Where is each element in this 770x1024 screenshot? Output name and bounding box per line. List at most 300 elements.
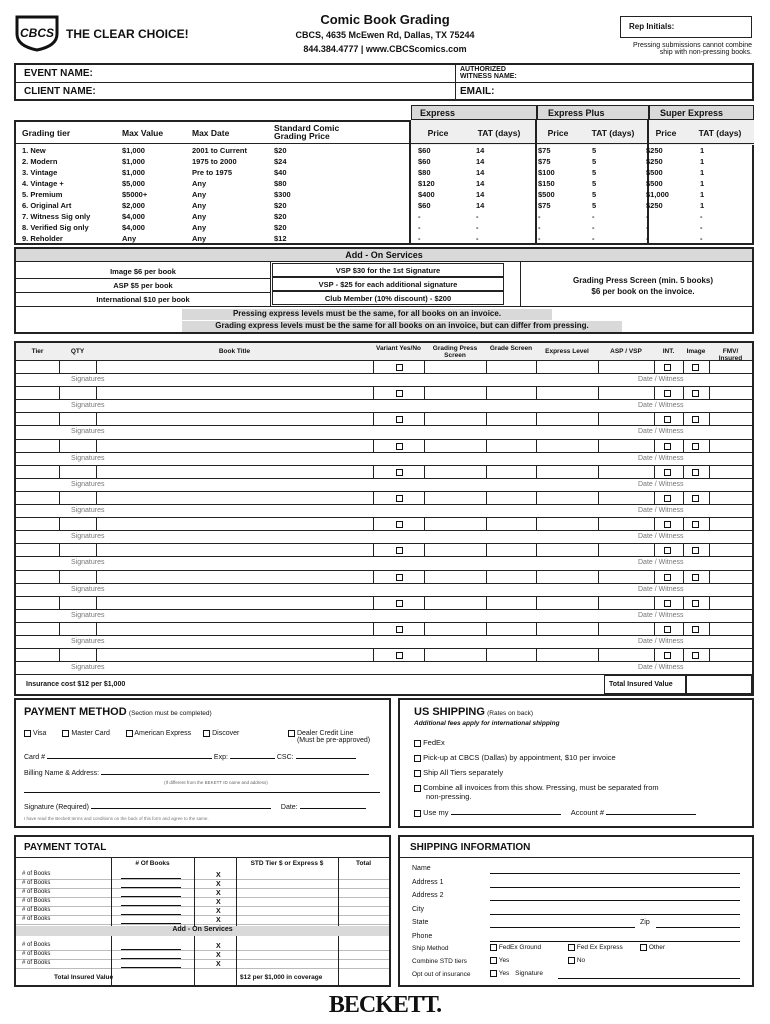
tier-col-header: Max Date xyxy=(192,128,230,138)
billing-hint: (If different from the BEKETT ID name and address) xyxy=(164,780,268,785)
signatures-label: Signatures xyxy=(71,454,105,462)
date-witness-label: Date / Witness xyxy=(638,585,684,593)
pickup-checkbox[interactable] xyxy=(414,755,421,762)
card-number-input[interactable] xyxy=(47,758,212,759)
tier-cell: $20 xyxy=(274,223,287,232)
pt-row[interactable] xyxy=(16,950,389,951)
image-checkbox[interactable] xyxy=(692,547,699,554)
tier-cell: $1,000 xyxy=(122,168,145,177)
signature-label: Signature (Required) xyxy=(24,804,89,811)
opt-out-signature-input[interactable] xyxy=(558,978,740,979)
exp-label: Exp: xyxy=(213,754,228,761)
variant-checkbox[interactable] xyxy=(396,364,403,371)
pt-row-label: # of Books xyxy=(22,960,51,966)
date-witness-label: Date / Witness xyxy=(638,507,684,514)
tier-cell: - xyxy=(538,223,541,232)
tier-cell: $60 xyxy=(418,157,431,166)
variant-checkbox[interactable] xyxy=(396,652,403,659)
date-witness-label: Date / Witness xyxy=(638,428,684,436)
date-witness-label: Date / Witness xyxy=(638,559,684,567)
billing-input[interactable] xyxy=(101,774,369,775)
payment-method-subtitle: (Section must be completed) xyxy=(128,710,212,717)
image-checkbox[interactable] xyxy=(692,390,699,397)
tier-cell: - xyxy=(700,223,703,232)
signatures-label: Signatures xyxy=(71,480,105,488)
rep-initials-field[interactable] xyxy=(620,16,752,38)
image-checkbox[interactable] xyxy=(692,469,699,476)
page-title: Comic Book Grading xyxy=(320,12,450,27)
tier-cell: 2. Modern xyxy=(22,157,58,166)
book-col-header: INT. xyxy=(662,348,675,355)
tier-cell: - xyxy=(418,234,421,243)
book-row[interactable] xyxy=(16,466,752,479)
multiply-sign: X xyxy=(216,961,221,968)
tier-cell: - xyxy=(700,234,703,243)
option-label: non-pressing. xyxy=(426,792,472,801)
signature-input[interactable] xyxy=(91,808,271,809)
tier-cell: - xyxy=(646,212,649,221)
shipping-info-title: SHIPPING INFORMATION xyxy=(410,842,531,853)
ship-method-checkbox[interactable] xyxy=(640,944,647,951)
pt-row-label: # of Books xyxy=(22,951,51,957)
image-checkbox[interactable] xyxy=(692,626,699,633)
tier-cell: 1 xyxy=(700,190,705,199)
tier-cell: 4. Vintage + xyxy=(22,179,64,188)
shipping-field-label: Name xyxy=(412,865,431,872)
tier-cell: $60 xyxy=(418,146,431,155)
cbcs-logo xyxy=(14,14,60,52)
tier-cell: $12 xyxy=(274,234,287,243)
tier-cell: Any xyxy=(192,223,207,232)
event-name-label: EVENT NAME: xyxy=(24,68,93,79)
signatures-label: Signatures xyxy=(71,507,105,514)
option-label: Master Card xyxy=(71,730,110,738)
signatures-label: Signatures xyxy=(71,585,105,593)
ship-method-checkbox[interactable] xyxy=(490,944,497,951)
zip-input[interactable] xyxy=(656,927,740,928)
addon-item: VSP - $25 for each additional signature xyxy=(272,277,504,291)
tier-cell: 14 xyxy=(476,201,485,210)
ship-separately-option[interactable] xyxy=(414,765,738,780)
book-row[interactable] xyxy=(16,440,752,453)
tier-cell: - xyxy=(592,223,595,232)
shipping-field-label: Address 2 xyxy=(412,892,444,899)
date-witness-label: Date / Witness xyxy=(638,611,684,619)
total-insured-input[interactable] xyxy=(686,675,752,694)
mastercard-checkbox[interactable] xyxy=(62,730,69,737)
image-checkbox[interactable] xyxy=(692,443,699,450)
tier-cell: 7. Witness Sig only xyxy=(22,212,91,221)
book-row[interactable] xyxy=(16,544,752,557)
dealer-credit-option[interactable] xyxy=(288,730,370,744)
tier-cell: - xyxy=(538,234,541,243)
yes-checkbox[interactable] xyxy=(490,957,497,964)
book-row[interactable] xyxy=(16,387,752,400)
addon-item: Image $6 per book xyxy=(16,265,270,279)
date-input[interactable] xyxy=(300,808,366,809)
book-row[interactable] xyxy=(16,571,752,584)
pt-row[interactable] xyxy=(16,959,389,960)
int-checkbox[interactable] xyxy=(664,547,671,554)
ship-method-option[interactable] xyxy=(568,944,623,951)
tier-cell: $4,000 xyxy=(122,212,145,221)
combine-checkbox[interactable] xyxy=(414,785,421,792)
option-label: Yes xyxy=(498,970,510,978)
multiply-sign: X xyxy=(216,952,221,959)
total-insured-label: Total Insured Value xyxy=(604,675,686,694)
us-shipping-title: US SHIPPING xyxy=(414,706,485,718)
logo-text: CBCS xyxy=(20,26,55,40)
image-checkbox[interactable] xyxy=(692,495,699,502)
insurance-cost: Insurance cost $12 per $1,000 xyxy=(26,681,126,688)
shipping-field-input[interactable] xyxy=(490,927,635,928)
int-checkbox[interactable] xyxy=(664,600,671,607)
addon-item: ASP $5 per book xyxy=(16,279,270,293)
payment-total-title: PAYMENT TOTAL xyxy=(24,842,107,853)
terms-note: I have read the Beckett terms and conditions on the back of this form and agree to the same. xyxy=(24,816,209,821)
image-checkbox[interactable] xyxy=(692,364,699,371)
tier-cell: - xyxy=(418,212,421,221)
option-label: FedEx xyxy=(423,738,445,747)
tier-cell: 14 xyxy=(476,190,485,199)
pressing-note: ship with non-pressing books. xyxy=(659,49,752,56)
us-shipping-subtitle: (Rates on back) xyxy=(487,710,534,717)
tier-cell: Pre to 1975 xyxy=(192,168,233,177)
tier-cell: 14 xyxy=(476,157,485,166)
pt-row[interactable] xyxy=(16,879,389,880)
shipping-field-input[interactable] xyxy=(490,900,740,901)
book-row[interactable] xyxy=(16,597,752,610)
use-my-label: Use my xyxy=(423,808,449,817)
tier-cell: $400 xyxy=(418,190,435,199)
tier-cell: $250 xyxy=(646,157,663,166)
variant-checkbox[interactable] xyxy=(396,390,403,397)
book-row[interactable] xyxy=(16,649,752,662)
tier-col-header: Price xyxy=(547,128,569,138)
tier-cell: 5 xyxy=(592,190,597,199)
contact: 844.384.4777 | www.CBCScomics.com xyxy=(303,44,467,54)
variant-checkbox[interactable] xyxy=(396,443,403,450)
tier-cell: 1975 to 2000 xyxy=(192,157,237,166)
combine-yes[interactable] xyxy=(490,957,509,964)
book-col-header: QTY xyxy=(70,348,85,355)
express-group: Express xyxy=(411,105,537,120)
tagline: THE CLEAR CHOICE! xyxy=(66,27,189,41)
tier-cell: Any xyxy=(192,212,207,221)
book-col-header: Grading Press Screen xyxy=(432,345,478,359)
tier-cell: 5 xyxy=(592,146,597,155)
shipping-field-input[interactable] xyxy=(490,941,740,942)
tier-col-header: TAT (days) xyxy=(698,128,742,138)
shipping-field-label: City xyxy=(412,905,425,913)
book-col-header: Express Level xyxy=(545,348,589,355)
date-witness-label: Date / Witness xyxy=(638,376,684,383)
combine-no[interactable] xyxy=(568,957,585,964)
tier-cell: $1,000 xyxy=(646,190,669,199)
variant-checkbox[interactable] xyxy=(396,521,403,528)
date-witness-label: Date / Witness xyxy=(638,664,684,672)
fedex-checkbox[interactable] xyxy=(414,740,421,747)
tier-cell: 3. Vintage xyxy=(22,168,58,177)
book-col-header: ASP / VSP xyxy=(610,348,642,355)
tier-cell: Any xyxy=(122,234,137,243)
account-label: Account # xyxy=(570,808,605,817)
tier-col-header: Price xyxy=(427,128,449,138)
discover-option[interactable] xyxy=(203,730,239,737)
account-input[interactable] xyxy=(606,814,696,815)
csc-label: CSC: xyxy=(276,754,294,761)
zip-label: Zip xyxy=(640,919,650,926)
tier-cell: $120 xyxy=(418,179,435,188)
tier-cell: - xyxy=(476,223,479,232)
option-label: Ship All Tiers separately xyxy=(423,768,504,777)
ship-method-option[interactable] xyxy=(640,944,665,951)
payment-method-section xyxy=(14,698,391,828)
dealer-credit-note: (Must be pre-approved) xyxy=(296,737,371,744)
beckett-logo: BECKETT. xyxy=(328,992,442,1018)
image-checkbox[interactable] xyxy=(692,600,699,607)
shipping-field-input[interactable] xyxy=(490,887,740,888)
tier-cell: $500 xyxy=(646,168,663,177)
tier-col-header: Max Value xyxy=(122,128,164,138)
image-checkbox[interactable] xyxy=(692,521,699,528)
book-row[interactable] xyxy=(16,623,752,636)
tier-cell: - xyxy=(646,234,649,243)
tier-col-header: Grading tier xyxy=(22,128,71,138)
image-checkbox[interactable] xyxy=(692,652,699,659)
variant-checkbox[interactable] xyxy=(396,495,403,502)
tier-cell: Any xyxy=(192,201,207,210)
exp-input[interactable] xyxy=(230,758,275,759)
payment-total-section xyxy=(14,835,391,987)
carrier-input[interactable] xyxy=(451,814,561,815)
express-plus-group: Express Plus xyxy=(537,105,649,120)
pt-total-insured: Total Insured Value xyxy=(54,974,114,981)
multiply-sign: X xyxy=(216,943,221,950)
use-my-checkbox[interactable] xyxy=(414,810,421,817)
tier-cell: 5 xyxy=(592,201,597,210)
int-checkbox[interactable] xyxy=(664,443,671,450)
multiply-sign: X xyxy=(216,881,221,888)
addon-title: Add - On Services xyxy=(16,249,752,262)
signatures-label: Signatures xyxy=(71,402,105,410)
tier-cell: $75 xyxy=(538,157,551,166)
opt-out-checkbox[interactable] xyxy=(490,970,497,977)
client-name-field[interactable] xyxy=(16,83,456,99)
international-note: Additional fees apply for international shipping xyxy=(414,720,560,727)
billing-label: Billing Name & Address: xyxy=(24,770,100,777)
opt-out-yes[interactable] xyxy=(490,970,543,977)
tier-cell: 5. Premium xyxy=(22,190,63,199)
tier-cell: 5 xyxy=(592,168,597,177)
event-name-field[interactable] xyxy=(16,65,456,83)
int-checkbox[interactable] xyxy=(664,390,671,397)
signatures-label: Signatures xyxy=(71,533,105,541)
tier-cell: $250 xyxy=(646,146,663,155)
int-checkbox[interactable] xyxy=(664,495,671,502)
date-witness-label: Date / Witness xyxy=(638,402,684,410)
pressing-rule: Pressing express levels must be the same, for all books on an invoice. xyxy=(182,309,552,320)
tier-cell: Any xyxy=(192,190,207,199)
pt-col-header: # Of Books xyxy=(135,860,170,867)
no-checkbox[interactable] xyxy=(568,957,575,964)
date-witness-label: Date / Witness xyxy=(638,533,684,541)
amex-option[interactable] xyxy=(126,730,191,737)
pt-row[interactable] xyxy=(16,897,389,898)
tier-cell: 5 xyxy=(592,157,597,166)
tier-cell: $300 xyxy=(274,190,291,199)
variant-checkbox[interactable] xyxy=(396,626,403,633)
tier-cell: - xyxy=(418,223,421,232)
book-row[interactable] xyxy=(16,518,752,531)
super-express-group: Super Express xyxy=(649,105,754,120)
tier-cell: $40 xyxy=(274,168,287,177)
variant-checkbox[interactable] xyxy=(396,416,403,423)
tier-cell: 6. Original Art xyxy=(22,201,72,210)
multiply-sign: X xyxy=(216,890,221,897)
book-row[interactable] xyxy=(16,492,752,505)
int-checkbox[interactable] xyxy=(664,416,671,423)
authorized-label: WITNESS NAME: xyxy=(460,73,517,80)
combine-option[interactable] xyxy=(414,783,738,801)
tier-cell: 2001 to Current xyxy=(192,146,248,155)
amex-checkbox[interactable] xyxy=(126,730,133,737)
client-name-label: CLIENT NAME: xyxy=(24,86,96,97)
us-shipping-section xyxy=(398,698,754,828)
tier-cell: $60 xyxy=(418,201,431,210)
book-row[interactable] xyxy=(16,413,752,426)
multiply-sign: X xyxy=(216,917,221,924)
tier-cell: $2,000 xyxy=(122,201,145,210)
tier-cell: $1,000 xyxy=(122,146,145,155)
tier-cell: Any xyxy=(192,234,207,243)
ship-separately-checkbox[interactable] xyxy=(414,770,421,777)
shipping-info-section xyxy=(398,835,754,987)
pt-row-label: # of Books xyxy=(22,907,51,913)
discover-checkbox[interactable] xyxy=(203,730,210,737)
option-label: FedEx Ground xyxy=(498,944,542,952)
variant-checkbox[interactable] xyxy=(396,469,403,476)
shipping-field-input[interactable] xyxy=(490,914,740,915)
option-label: Fed Ex Express xyxy=(576,944,623,952)
card-label: Card # xyxy=(24,754,46,761)
tier-cell: - xyxy=(476,212,479,221)
pt-row[interactable] xyxy=(16,915,389,916)
book-entry-table xyxy=(14,341,754,696)
tier-col-header: TAT (days) xyxy=(591,128,635,138)
tier-col-header: TAT (days) xyxy=(477,128,521,138)
shipping-field-label: Address 1 xyxy=(412,878,444,886)
book-col-header: Variant Yes/No xyxy=(375,345,422,352)
int-checkbox[interactable] xyxy=(664,626,671,633)
tier-cell: $1,000 xyxy=(122,157,145,166)
int-checkbox[interactable] xyxy=(664,469,671,476)
tier-cell: - xyxy=(538,212,541,221)
tier-cell: $100 xyxy=(538,168,555,177)
book-col-header: Tier xyxy=(31,348,44,355)
email-field[interactable] xyxy=(456,83,752,99)
pickup-option[interactable] xyxy=(414,750,738,765)
tier-cell: $75 xyxy=(538,146,551,155)
addon-item: VSP $30 for the 1st Signature xyxy=(272,263,504,277)
tier-cell: $500 xyxy=(646,179,663,188)
opt-out-label: Opt out of insurance xyxy=(412,971,471,978)
date-witness-label: Date / Witness xyxy=(638,638,684,645)
pt-row[interactable] xyxy=(16,888,389,889)
use-my-account-option[interactable] xyxy=(414,805,738,820)
tier-cell: $4,000 xyxy=(122,223,145,232)
addon-item: International $10 per book xyxy=(96,295,190,304)
signatures-label: Signatures xyxy=(71,376,105,383)
variant-checkbox[interactable] xyxy=(396,574,403,581)
multiply-sign: X xyxy=(216,899,221,906)
pt-row-label: # of Books xyxy=(22,898,51,904)
payment-method-title: PAYMENT METHOD xyxy=(24,706,127,718)
int-checkbox[interactable] xyxy=(664,364,671,371)
ship-method-checkbox[interactable] xyxy=(568,944,575,951)
variant-checkbox[interactable] xyxy=(396,600,403,607)
dealer-credit-checkbox[interactable] xyxy=(288,730,295,737)
rep-initials-label: Rep Initials: xyxy=(629,22,675,31)
option-label: Other xyxy=(648,944,666,952)
shipping-field-input[interactable] xyxy=(490,873,740,874)
book-col-header: FMV/ Insured xyxy=(718,348,743,362)
int-checkbox[interactable] xyxy=(664,574,671,581)
billing-input-2[interactable] xyxy=(24,792,380,793)
visa-option[interactable] xyxy=(24,730,46,737)
ship-method-option[interactable] xyxy=(490,944,541,951)
pt-addon-title: Add - On Services xyxy=(16,926,389,936)
pt-row[interactable] xyxy=(16,968,389,969)
int-checkbox[interactable] xyxy=(664,652,671,659)
tier-cell: $20 xyxy=(274,212,287,221)
tier-cell: $150 xyxy=(538,179,555,188)
option-label: Pick-up at CBCS (Dallas) by appointment, $10 per invoice xyxy=(423,753,616,762)
tier-cell: $20 xyxy=(274,146,287,155)
option-label: Discover xyxy=(212,730,240,738)
visa-checkbox[interactable] xyxy=(24,730,31,737)
fedex-option[interactable] xyxy=(414,735,738,750)
pt-row[interactable] xyxy=(16,906,389,907)
addon-section xyxy=(14,247,754,334)
tier-cell: $5,000 xyxy=(122,179,145,188)
grading-rule: Grading express levels must be the same for all books on an invoice, but can differ from pressing. xyxy=(182,321,622,332)
tier-cell: $500 xyxy=(538,190,555,199)
signatures-label: Signatures xyxy=(71,428,105,436)
tier-cell: $24 xyxy=(274,157,287,166)
authorized-witness-field[interactable] xyxy=(456,65,752,83)
authorized-label: AUTHORIZED xyxy=(460,66,506,73)
pt-row[interactable] xyxy=(16,924,389,925)
variant-checkbox[interactable] xyxy=(396,547,403,554)
tier-cell: 5 xyxy=(592,179,597,188)
option-label: Combine all invoices from this show. Pressing, must be separated from xyxy=(423,783,659,792)
tier-cell: 14 xyxy=(476,146,485,155)
int-checkbox[interactable] xyxy=(664,521,671,528)
tier-cell: 1 xyxy=(700,179,705,188)
signatures-label: Signatures xyxy=(71,638,105,645)
dealer-credit-label: Dealer Credit Line xyxy=(296,730,354,737)
book-col-header: Grade Screen xyxy=(489,345,533,352)
csc-input[interactable] xyxy=(296,758,356,759)
mastercard-option[interactable] xyxy=(62,730,109,737)
book-row[interactable] xyxy=(16,361,752,374)
image-checkbox[interactable] xyxy=(692,574,699,581)
shipping-field-label: State xyxy=(412,919,429,926)
pressing-note: Pressing submissions cannot combine xyxy=(632,42,752,49)
image-checkbox[interactable] xyxy=(692,416,699,423)
tier-cell: Any xyxy=(192,179,207,188)
